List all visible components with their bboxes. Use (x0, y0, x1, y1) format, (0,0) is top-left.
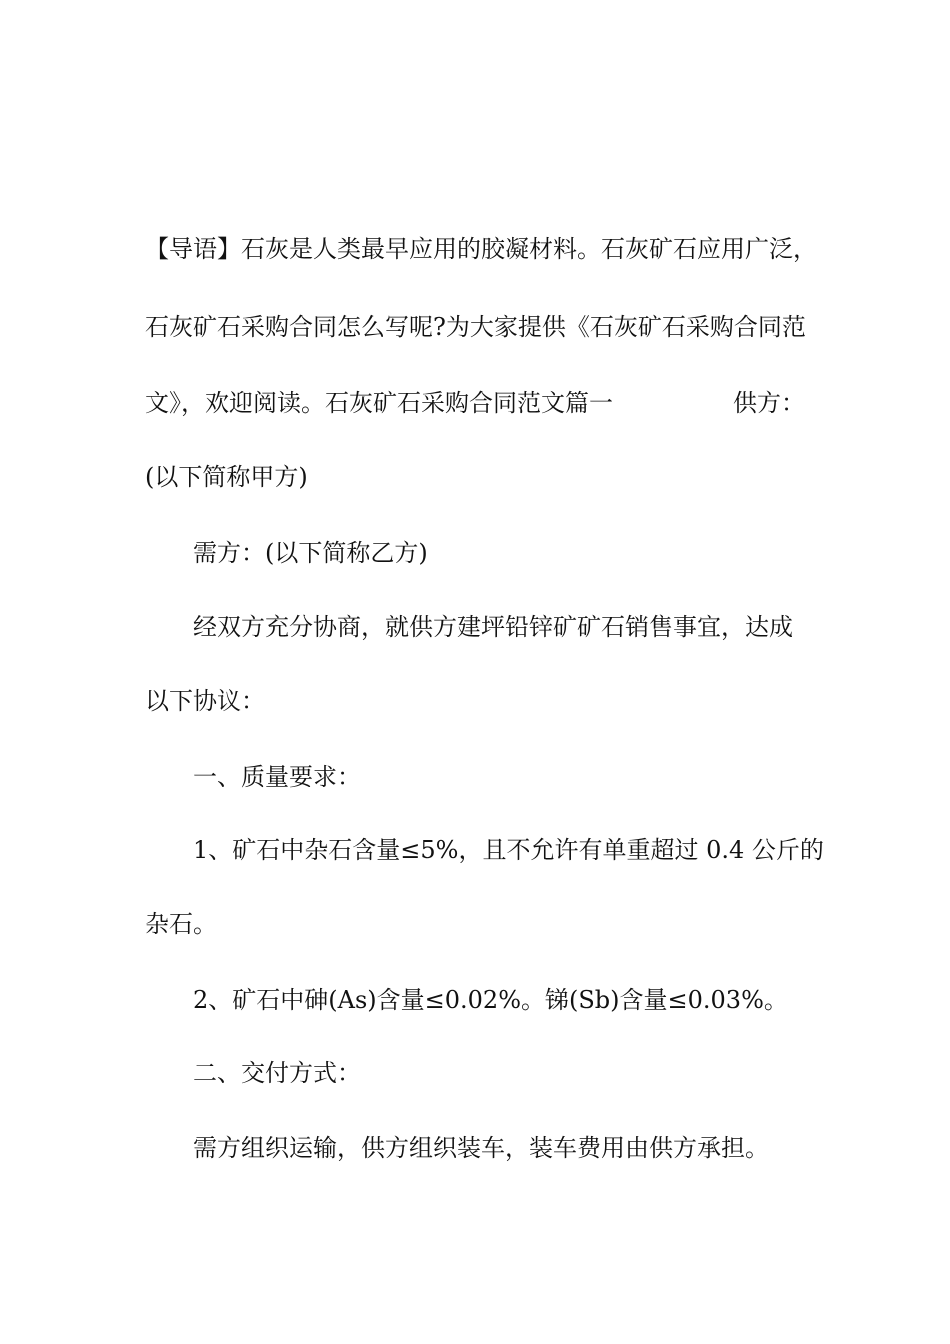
supplier-note: (以下简称甲方) (145, 463, 308, 491)
intro-line-3: 文》，欢迎阅读。石灰矿石采购合同范文篇一 (145, 389, 613, 417)
intro-line-2: 石灰矿石采购合同怎么写呢?为大家提供《石灰矿石采购合同范 (145, 313, 806, 341)
intro-line-1: 【导语】石灰是人类最早应用的胶凝材料。石灰矿石应用广泛， (145, 235, 817, 263)
quality-item-1-line-2: 杂石。 (145, 910, 217, 938)
quality-item-2: 2、矿石中砷(As)含量≤0.02%。锑(Sb)含量≤0.03%。 (193, 986, 788, 1014)
agreement-line-1: 经双方充分协商，就供方建坪铅锌矿矿石销售事宜，达成 (193, 613, 793, 641)
buyer-line: 需方：(以下简称乙方) (193, 539, 428, 567)
section-delivery-title: 二、交付方式： (193, 1059, 361, 1087)
agreement-line-2: 以下协议： (145, 687, 265, 715)
section-quality-title: 一、质量要求： (193, 763, 361, 791)
quality-item-1-line-1: 1、矿石中杂石含量≤5%，且不允许有单重超过 0.4 公斤的 (193, 836, 824, 864)
supplier-label: 供方： (733, 389, 805, 417)
delivery-text: 需方组织运输，供方组织装车，装车费用由供方承担。 (193, 1134, 769, 1162)
